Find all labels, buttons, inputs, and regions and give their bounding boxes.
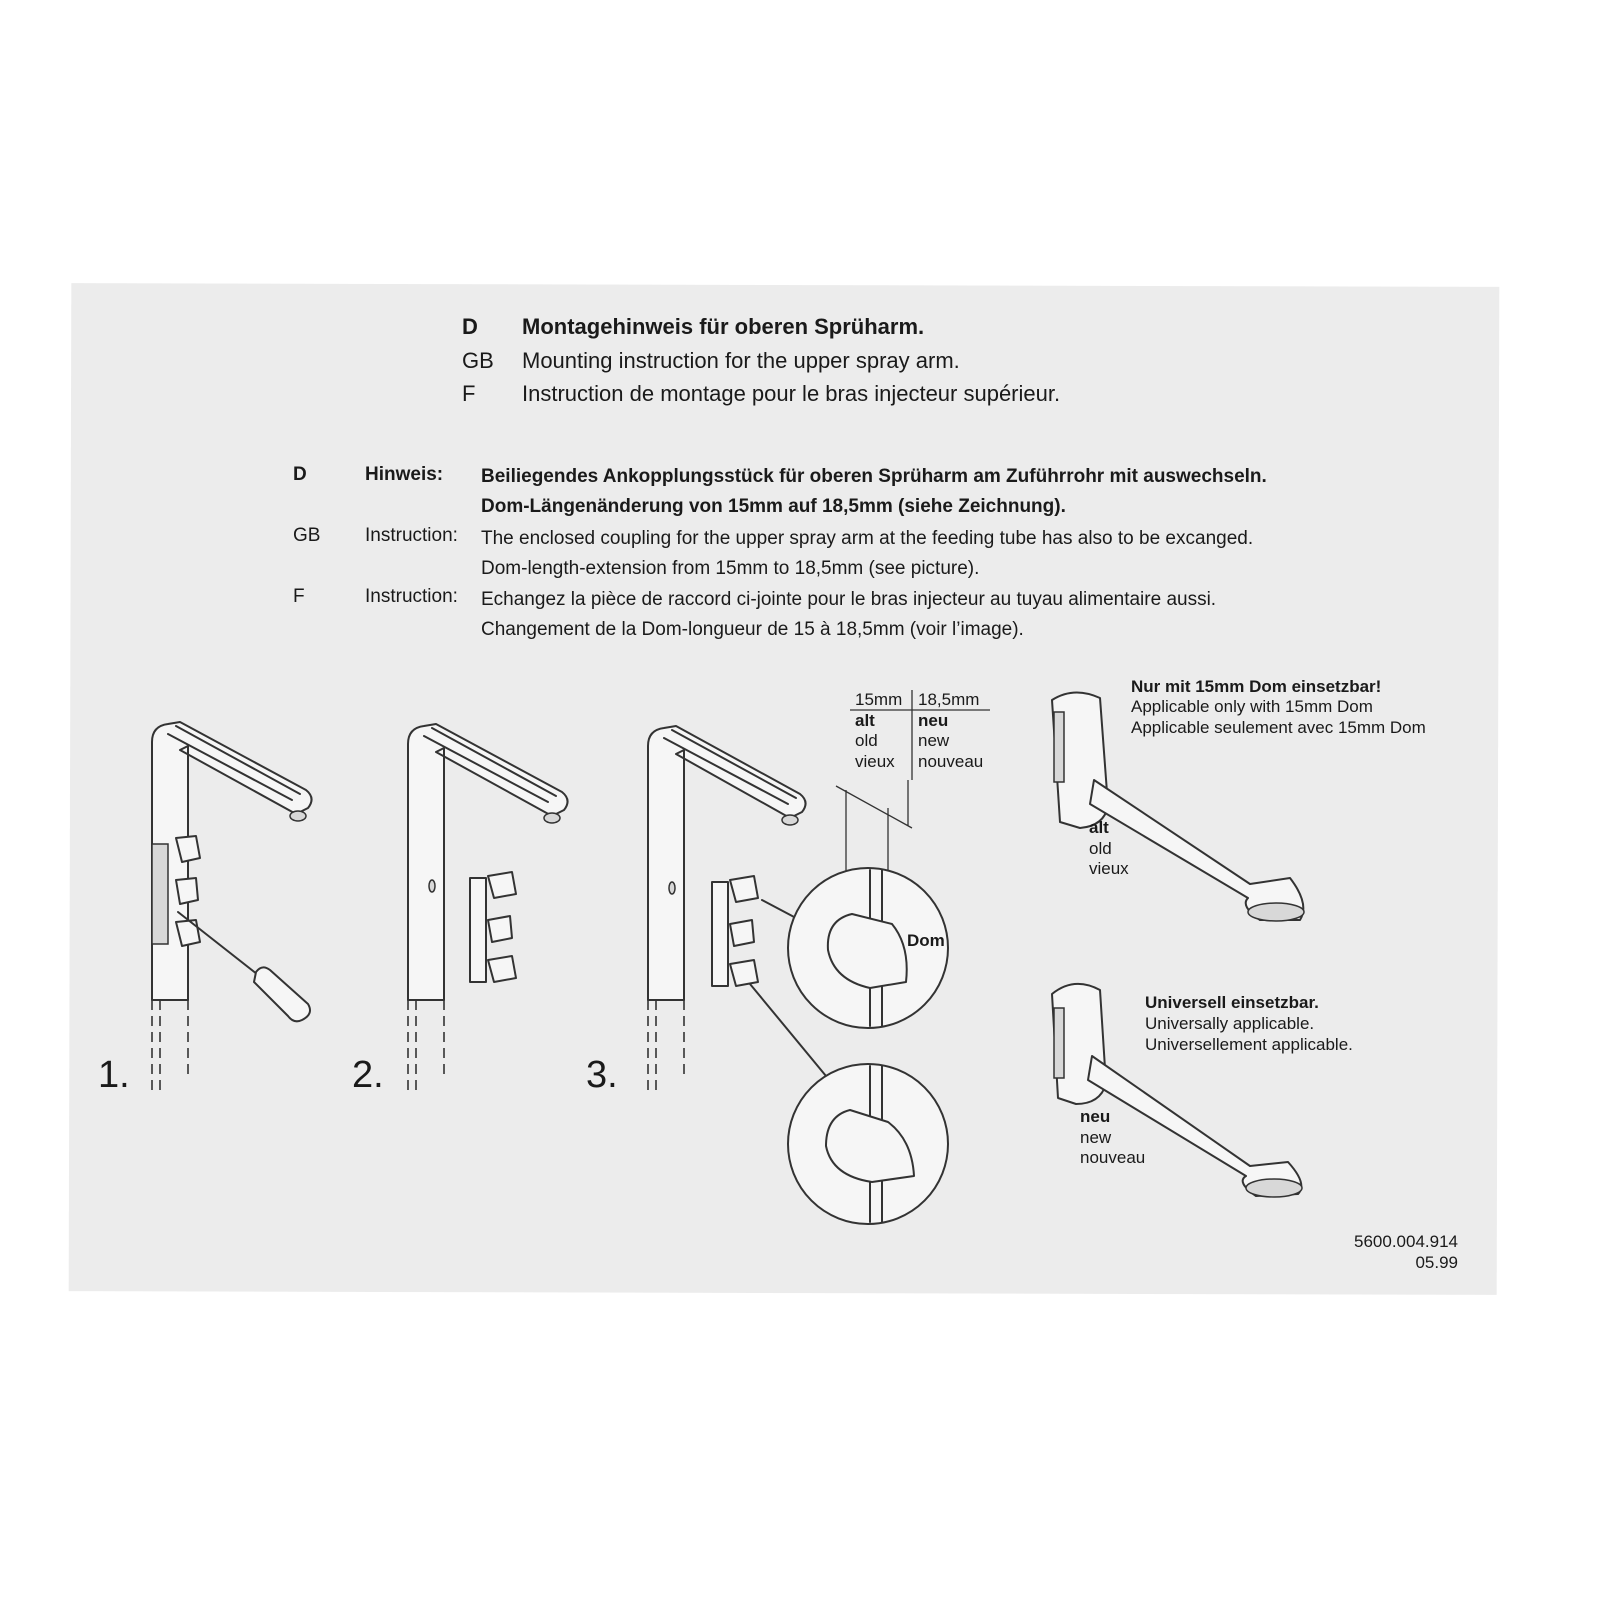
note-lang-f: F xyxy=(293,586,305,607)
header-lang-gb: GB xyxy=(462,348,494,373)
dim-old-fr: vieux xyxy=(855,752,895,771)
header-title-d: Montagehinweis für oberen Sprüharm. xyxy=(522,314,925,339)
dim-old-de: alt xyxy=(855,711,875,730)
dim-new-en: new xyxy=(918,731,950,750)
doc-date: 05.99 xyxy=(1415,1253,1458,1272)
old-part-tag-de: alt xyxy=(1089,818,1109,837)
dim-size-new: 18,5mm xyxy=(918,690,980,709)
note-f-line2: Changement de la Dom-longueur de 15 à 18,5mm (voir l’image). xyxy=(481,619,1024,640)
note-label-f: Instruction: xyxy=(365,586,458,607)
step-number-3: 3. xyxy=(586,1054,618,1096)
dim-new-de: neu xyxy=(918,711,949,730)
old-part-title: Nur mit 15mm Dom einsetzbar! xyxy=(1131,677,1382,696)
note-lang-d: D xyxy=(293,464,307,485)
step-number-2: 2. xyxy=(352,1054,384,1096)
note-label-d: Hinweis: xyxy=(365,464,444,485)
note-label-gb: Instruction: xyxy=(365,525,458,546)
header-lang-d: D xyxy=(462,314,478,339)
note-lang-gb: GB xyxy=(293,525,321,546)
dom-label: Dom xyxy=(907,931,945,950)
new-part-tag-de: neu xyxy=(1080,1107,1111,1126)
new-part-fr: Universellement applicable. xyxy=(1145,1035,1353,1054)
step1-tube-illustration xyxy=(152,722,312,1095)
detail-circle-new-dom xyxy=(788,1064,948,1224)
header-title-f: Instruction de montage pour le bras injecteur supérieur. xyxy=(522,381,1061,406)
step-number-1: 1. xyxy=(98,1054,130,1096)
old-part-tag-en: old xyxy=(1089,839,1112,858)
old-part-tag-fr: vieux xyxy=(1089,859,1129,878)
note-d-line1: Beiliegendes Ankopplungsstück für oberen Sprüharm am Zuführrohr mit auswechseln. xyxy=(481,466,1267,487)
old-part-en: Applicable only with 15mm Dom xyxy=(1131,697,1373,716)
step2-tube-illustration xyxy=(408,724,568,1095)
new-part-en: Universally applicable. xyxy=(1145,1014,1315,1033)
header-lang-f: F xyxy=(462,381,476,406)
dim-size-old: 15mm xyxy=(855,690,903,709)
header-title-gb: Mounting instruction for the upper spray arm. xyxy=(522,348,960,373)
note-f-line1: Echangez la pièce de raccord ci-jointe pour le bras injecteur au tuyau alimentaire aussi. xyxy=(481,589,1217,610)
dim-old-en: old xyxy=(855,731,878,750)
new-part-tag-en: new xyxy=(1080,1128,1112,1147)
note-gb-line1: The enclosed coupling for the upper spray arm at the feeding tube has also to be excanged. xyxy=(481,528,1254,549)
doc-number: 5600.004.914 xyxy=(1354,1232,1458,1251)
new-part-tag-fr: nouveau xyxy=(1080,1148,1146,1167)
note-gb-line2: Dom-length-extension from 15mm to 18,5mm (see picture). xyxy=(481,558,980,579)
old-part-fr: Applicable seulement avec 15mm Dom xyxy=(1131,718,1426,737)
dim-new-fr: nouveau xyxy=(918,752,984,771)
note-d-line2: Dom-Längenänderung von 15mm auf 18,5mm (siehe Zeichnung). xyxy=(481,496,1066,517)
new-part-title: Universell einsetzbar. xyxy=(1145,993,1319,1012)
